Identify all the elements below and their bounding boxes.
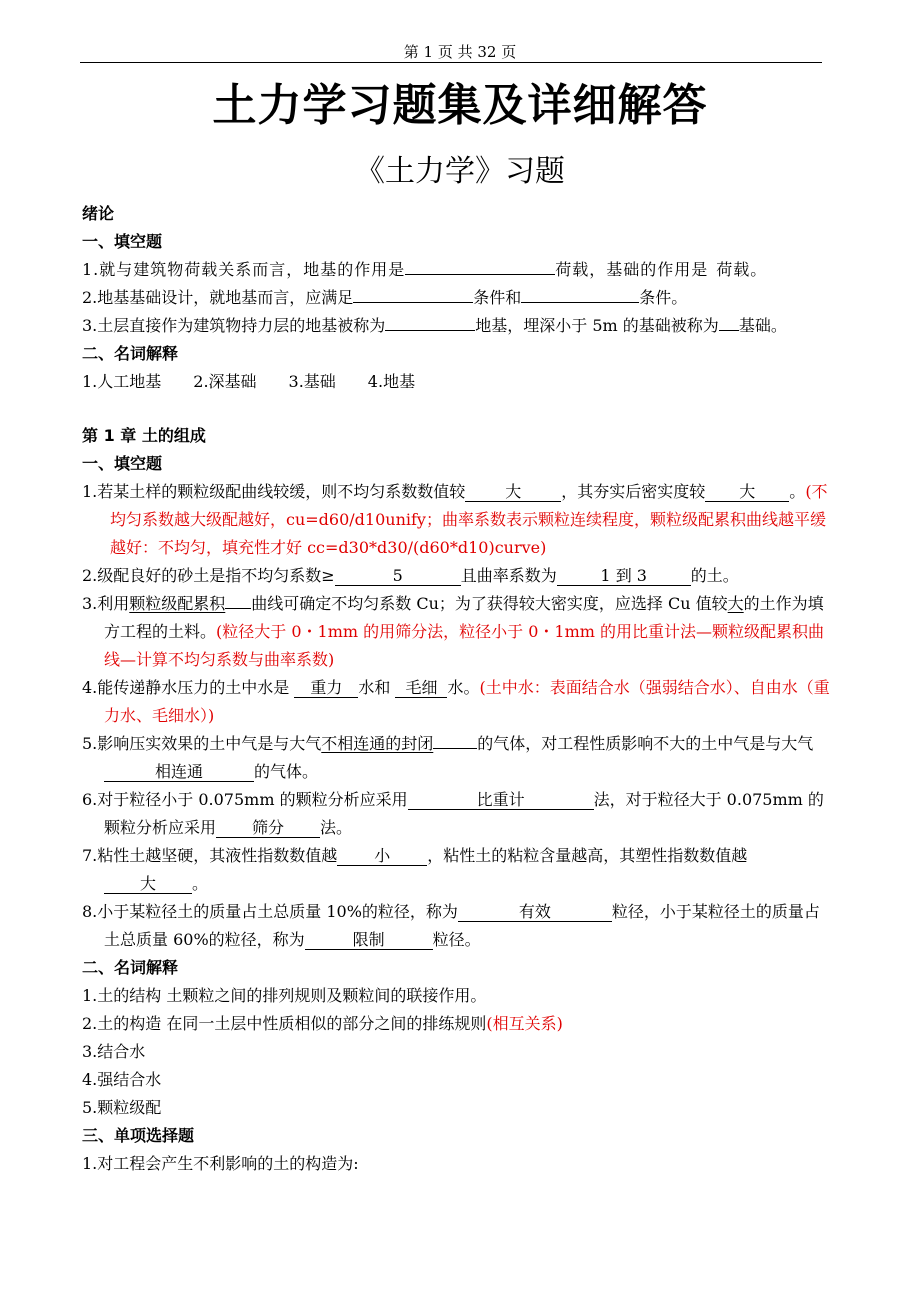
ch1-fill-heading: 一、填空题: [82, 454, 163, 473]
answer-blank: 重力: [294, 678, 358, 698]
answer-blank: 相连通: [104, 762, 254, 782]
answer-blank: 小: [337, 846, 427, 866]
ch1-question-2: 2.级配良好的砂土是指不均匀系数≥ 5 且曲率系数为 1 到 3 的土。: [82, 566, 739, 585]
intro-terms-heading: 二、名词解释: [82, 344, 179, 363]
answer-blank: 1 到 3: [557, 566, 691, 586]
intro-question-2: 2.地基基础设计，就地基而言，应满足 条件和 条件。: [82, 288, 688, 307]
answer-blank: [385, 330, 475, 331]
answer-blank: 大: [465, 482, 561, 502]
document-subtitle: 《土力学》习题: [355, 154, 565, 189]
ch1-question-1: 1.若某土样的颗粒级配曲线较缓，则不均匀系数数值较 大 ，其夯实后密实度较 大 。(不均匀系数越大级配越好，cu=d60/d10unify；曲率系数表示颗粒连续程度，颗粒级配累积曲线越平缓越好：不均匀，填充性才好 cc=d30*d30/(d60*d10)curve): [82, 482, 828, 557]
intro-question-3: 3.土层直接作为建筑物持力层的地基被称为 地基，埋深小于 5m 的基础被称为 基础。: [82, 316, 787, 335]
answer-blank: [433, 748, 477, 749]
ch1-choice-question-1: 1.对工程会产生不利影响的土的构造为:: [82, 1154, 359, 1173]
intro-question-1: 1.就与建筑物荷载关系而言，地基的作用是 荷载，基础的作用是 荷载。: [82, 260, 768, 279]
answer-blank: 大: [104, 874, 192, 894]
answer-blank: 筛分: [216, 818, 320, 838]
answer-note: (相互关系): [486, 1014, 563, 1033]
chapter-1-heading: 第 1 章 土的组成: [82, 426, 206, 445]
document-title: 土力学习题集及详细解答: [212, 80, 708, 131]
ch1-question-5: 5.影响压实效果的土中气是与大气不相连通的封闭 的气体，对工程性质影响不大的土中气是与大气相连通 的气体。: [82, 734, 814, 781]
ch1-question-6: 6.对于粒径小于 0.075mm 的颗粒分析应采用 比重计 法，对于粒径大于 0.075mm 的颗粒分析应采用 筛分 法。: [82, 790, 824, 837]
answer-note: (不均匀系数越大级配越好，cu=d60/d10unify；曲率系数表示颗粒连续程度，颗粒级配累积曲线越平缓越好：不均匀，填充性才好 cc=d30*d30/(d60*d10)curve): [110, 482, 828, 557]
ch1-question-8: 8.小于某粒径土的质量占土总质量 10%的粒径，称为 有效 粒径，小于某粒径土的质量占土总质量 60%的粒径，称为 限制 粒径。: [82, 902, 820, 949]
ch1-term-2: 2.土的构造 在同一土层中性质相似的部分之间的排练规则(相互关系): [82, 1014, 563, 1033]
answer-blank: 限制: [305, 930, 433, 950]
answer-blank: [719, 330, 739, 331]
answer-note: (粒径大于 0・1mm 的用筛分法，粒径小于 0・1mm 的用比重计法—颗粒级配累积曲线—计算不均匀系数与曲率系数): [104, 622, 825, 669]
section-spacer: [82, 396, 832, 422]
answer-underline: 不相连通的封闭: [321, 734, 434, 753]
answer-blank: [405, 274, 555, 275]
answer-blank: 比重计: [408, 790, 594, 810]
page-header: 第 1 页 共 32 页: [403, 43, 517, 61]
answer-blank: 大: [705, 482, 789, 502]
ch1-question-7: 7.粘性土越坚硬，其液性指数数值越 小 ，粘性土的粘粒含量越高，其塑性指数数值越大 。: [82, 846, 748, 893]
document-body: [82, 200, 832, 1178]
header-rule: [80, 62, 822, 63]
answer-blank: 5: [335, 566, 461, 586]
ch1-term-4: 4.强结合水: [82, 1070, 162, 1089]
ch1-terms-heading: 二、名词解释: [82, 958, 179, 977]
answer-underline: 大: [727, 594, 744, 613]
ch1-choice-heading: 三、单项选择题: [82, 1126, 195, 1145]
answer-underline: 颗粒级配累积: [129, 594, 226, 613]
ch1-term-3: 3.结合水: [82, 1042, 146, 1061]
answer-blank: [521, 302, 639, 303]
answer-blank: 有效: [458, 902, 612, 922]
ch1-question-3: 3.利用颗粒级配累积 曲线可确定不均匀系数 Cu；为了获得较大密实度，应选择 Cu 值较大的土作为填方工程的土料。(粒径大于 0・1mm 的用筛分法，粒径小于 0・1mm 的用比重计法—颗粒级配累积曲线—计算不均匀系数与曲率系数): [82, 594, 825, 669]
ch1-term-5: 5.颗粒级配: [82, 1098, 162, 1117]
answer-note: (土中水：表面结合水（强弱结合水）、自由水（重力水、毛细水）): [104, 678, 830, 725]
intro-fill-heading: 一、填空题: [82, 232, 163, 251]
ch1-term-1: 1.土的结构 土颗粒之间的排列规则及颗粒间的联接作用。: [82, 986, 487, 1005]
answer-blank: [353, 302, 473, 303]
answer-blank: 毛细: [395, 678, 447, 698]
section-heading-intro: 绪论: [82, 204, 115, 223]
intro-terms-list: 1.人工地基 2.深基础 3.基础 4.地基: [82, 372, 416, 391]
ch1-question-4: 4.能传递静水压力的土中水是 重力 水和 毛细 水。(土中水：表面结合水（强弱结合水）、自由水（重力水、毛细水）): [82, 678, 830, 725]
answer-blank: [225, 608, 251, 609]
